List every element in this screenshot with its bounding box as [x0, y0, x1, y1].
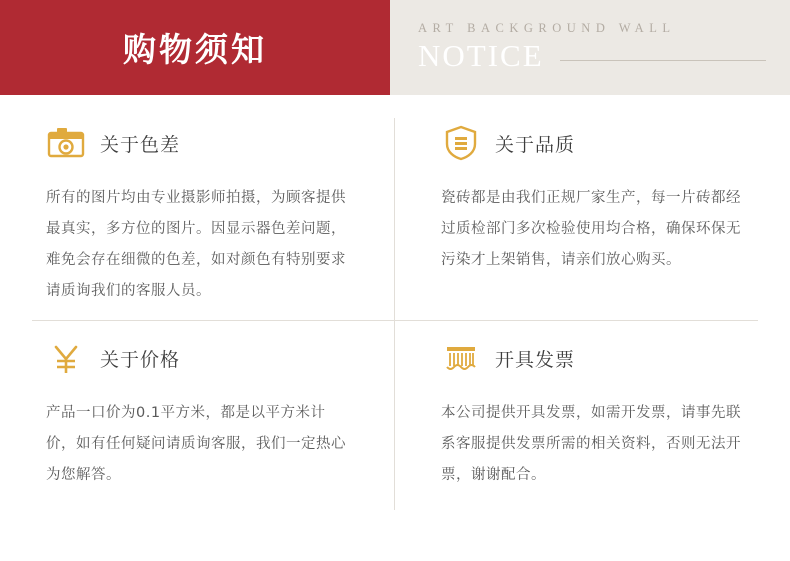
yen-price-icon [46, 338, 86, 378]
notice-item-header [46, 336, 349, 380]
notice-item-header [441, 121, 744, 165]
notice-item [0, 95, 395, 310]
notice-item-header [46, 121, 349, 165]
header-title-en: NOTICE [418, 38, 544, 73]
header-divider-rule [560, 60, 766, 61]
notice-grid [0, 95, 790, 500]
header-main-en-row [418, 38, 790, 74]
notice-item-title: 关于色差 [100, 133, 181, 156]
notice-item-body: 所有的图片均由专业摄影师拍摄，为顾客提供最真实，多方位的图片。因显示器色差问题，难免会存在细微的色差，如对颜色有特别要求请质询我们的客服人员。 [46, 190, 346, 299]
camera-icon [46, 123, 86, 163]
invoice-icon [441, 338, 481, 378]
notice-item [395, 95, 790, 310]
notice-item-header [441, 336, 744, 380]
notice-item-body: 产品一口价为0.1平方米，都是以平方米计价，如有任何疑问请质询客服，我们一定热心为您解答。 [46, 405, 346, 483]
header-english-block [390, 0, 790, 95]
notice-item-body: 瓷砖都是由我们正规厂家生产，每一片砖都经过质检部门多次检验使用均合格，确保环保无污染才上架销售，请亲们放心购买。 [441, 190, 741, 268]
page-title: 购物须知 [123, 30, 267, 69]
header-title-block [0, 0, 390, 95]
notice-item [395, 310, 790, 500]
page-header [0, 0, 790, 95]
header-subtitle-en: ART BACKGROUND WALL [418, 21, 676, 35]
notice-item-title: 关于价格 [100, 348, 181, 371]
notice-item-title: 开具发票 [495, 348, 576, 371]
notice-item-body: 本公司提供开具发票，如需开发票，请事先联系客服提供发票所需的相关资料，否则无法开票，谢谢配合。 [441, 405, 741, 483]
notice-item [0, 310, 395, 500]
shield-quality-icon [441, 123, 481, 163]
notice-item-title: 关于品质 [495, 133, 576, 156]
